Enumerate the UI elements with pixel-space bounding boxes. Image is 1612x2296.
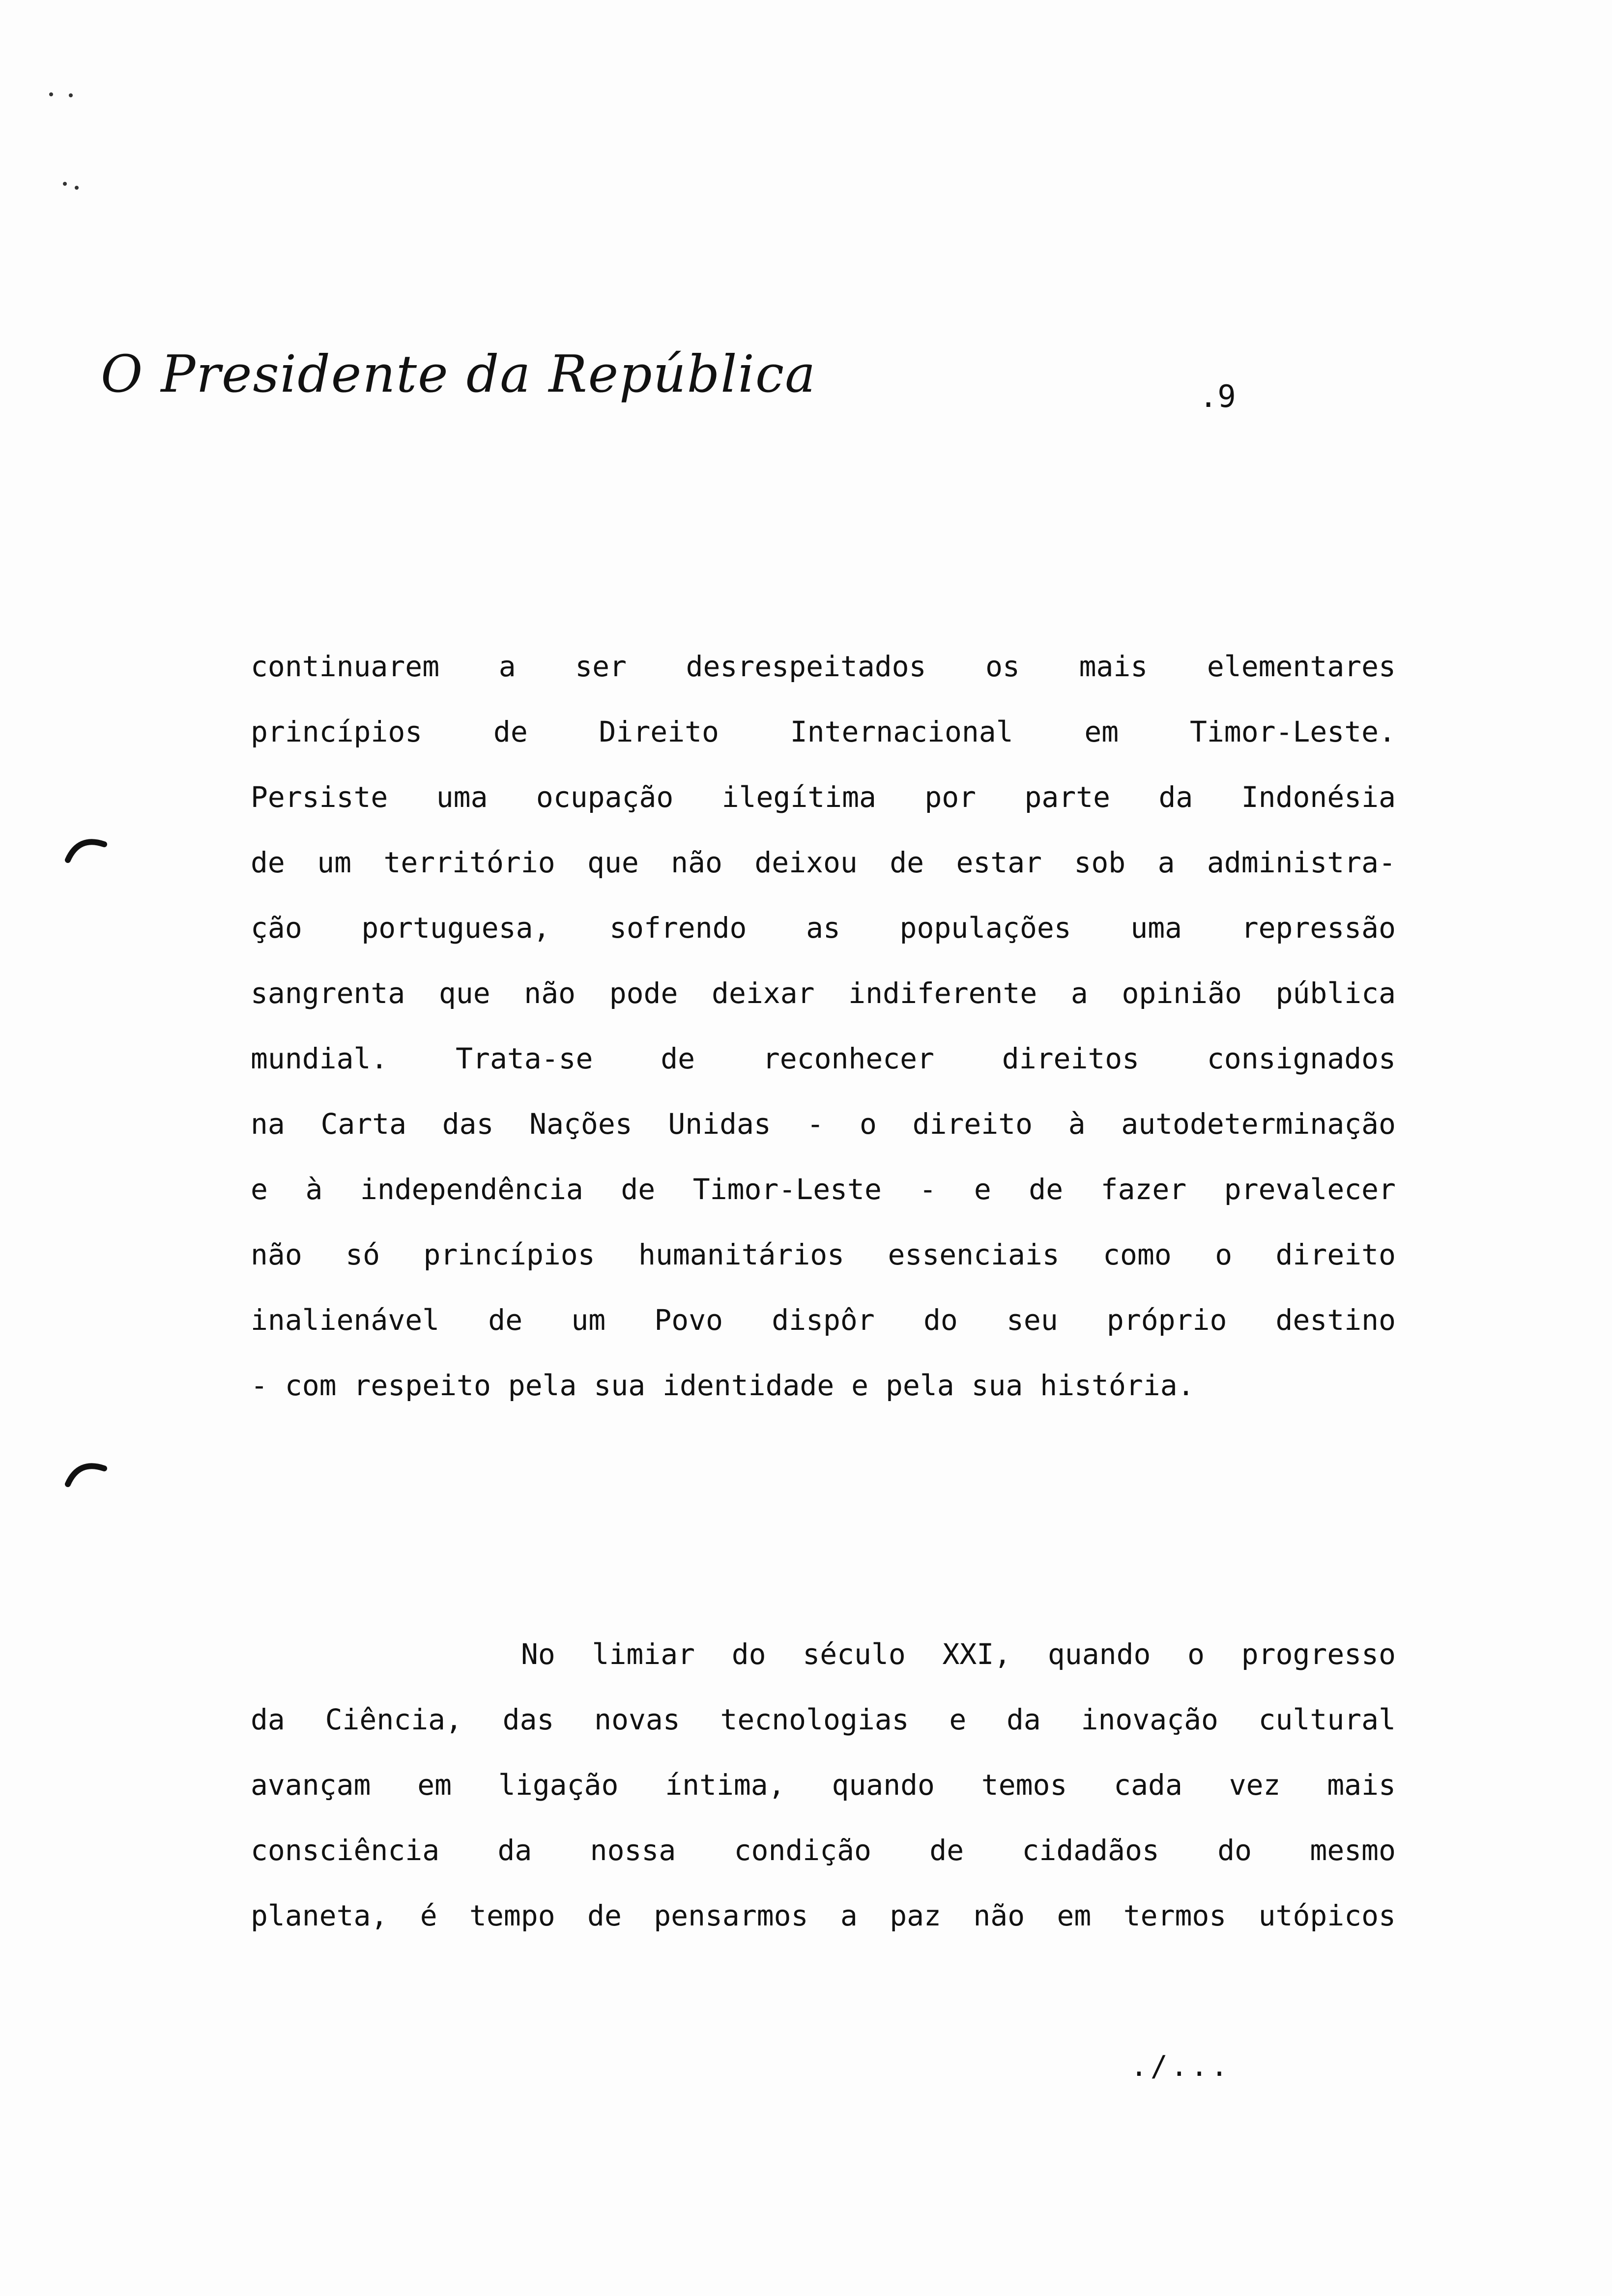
letterhead-title: O Presidente da República [101,344,817,404]
text-line: continuarem a ser desrespeitados os mais elementares [251,650,1396,683]
text-line: da Ciência, das novas tecnologias e da inovação cultural [251,1703,1396,1736]
scan-speck [69,93,73,97]
text-line: mundial. Trata-se de reconhecer direitos consignados [251,1042,1396,1075]
text-line: não só princípios humanitários essenciais como o direito [251,1238,1396,1271]
text-line: avançam em ligação íntima, quando temos cada vez mais [251,1768,1396,1802]
scan-speck [63,182,67,186]
text-line: - com respeito pela sua identidade e pela sua história. [251,1369,1195,1402]
text-line: consciência da nossa condição de cidadãos do mesmo [251,1834,1396,1867]
continuation-marker: ./... [1130,2049,1231,2083]
text-line: ção portuguesa, sofrendo as populações uma repressão [251,911,1396,945]
scan-speck [75,186,79,190]
text-line: inalienável de um Povo dispôr do seu próprio destino [251,1303,1396,1337]
binder-hole-mark-icon [64,1450,108,1494]
text-line: planeta, é tempo de pensarmos a paz não em termos utópicos [251,1899,1396,1932]
body-paragraph-2 [251,1622,1396,1949]
text-line: princípios de Direito Internacional em Timor-Leste. [251,715,1396,748]
text-line: na Carta das Nações Unidas - o direito à autodeterminação [251,1107,1396,1141]
text-line: No limiar do século XXI, quando o progresso [521,1637,1396,1671]
text-line: e à independência de Timor-Leste - e de fazer prevalecer [251,1173,1396,1206]
text-line: de um território que não deixou de estar sob a administra- [251,846,1396,879]
binder-hole-mark-icon [64,826,108,870]
text-line: Persiste uma ocupação ilegítima por parte da Indonésia [251,780,1396,814]
page-number: .9 [1199,378,1236,414]
text-line: sangrenta que não pode deixar indiferente a opinião pública [251,976,1396,1010]
body-paragraph-1 [251,634,1396,1418]
scan-speck [49,92,53,96]
